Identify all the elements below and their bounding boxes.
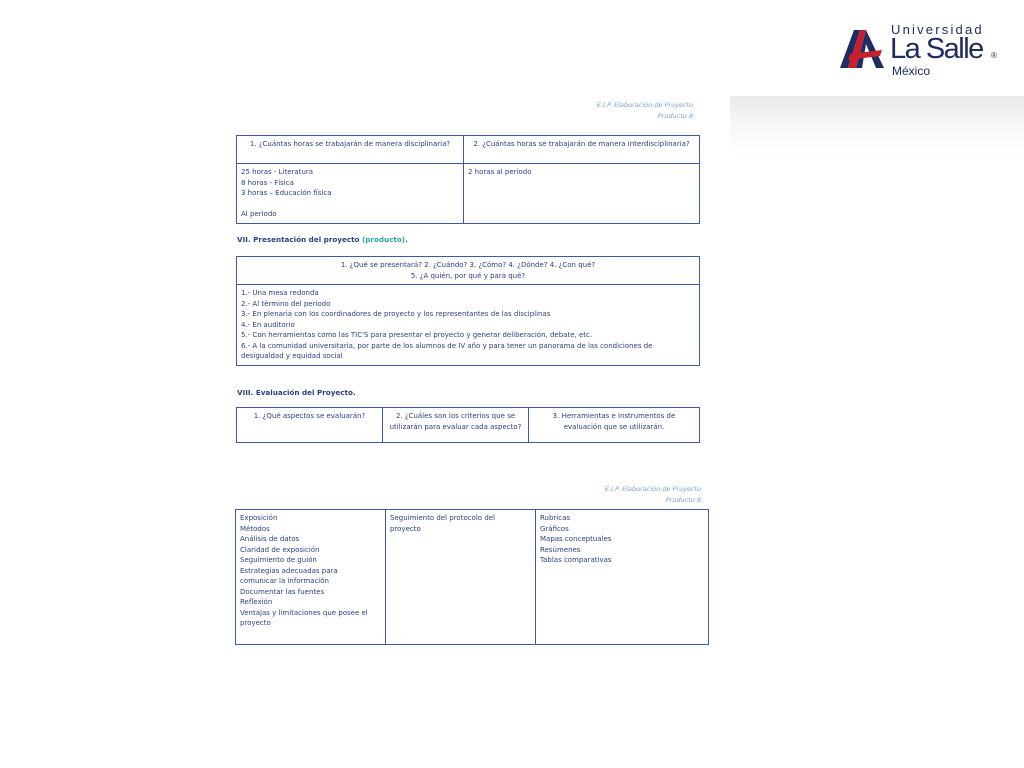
- tool-item: Mapas conceptuales: [540, 535, 612, 543]
- presentation-answer-line: 5.- Con herramientas como las TIC'S para presentar el proyecto y generar deliberación, debate, etc.: [241, 331, 593, 339]
- section-vii-heading: [237, 235, 408, 244]
- hours-answer-line: 3 horas – Educación física: [241, 189, 332, 197]
- presentation-answers: [237, 285, 700, 366]
- aspect-item: comunicar la información: [240, 577, 329, 585]
- section-vii-tail: .: [405, 235, 408, 244]
- presentation-table: [236, 256, 700, 366]
- header-bottom-product: Producto 8: [665, 496, 701, 504]
- hours-answer-line: 8 horas - Física: [241, 178, 294, 187]
- presentation-answer-line: 4.- En auditorio: [241, 320, 295, 329]
- evaluation-table: [236, 407, 700, 443]
- tool-item: Tablas comparativas: [540, 556, 612, 564]
- presentation-question-line: 1. ¿Qué se presentará? 2. ¿Cuándo? 3. ¿Cómo? 4. ¿Dónde? 4. ¿Con qué?: [340, 261, 596, 269]
- hours-answer-line: Al periodo: [241, 209, 277, 218]
- logo-brand-text: La Salle: [890, 33, 983, 65]
- aspect-item: Seguimiento de guión: [240, 556, 317, 564]
- aspect-item: Ventajas y limitaciones que posee el: [240, 608, 368, 617]
- document-header-top: [560, 100, 693, 122]
- tool-item: Gráficos: [540, 524, 569, 533]
- header-top-title: E.I.P. Elaboración de Proyecto: [596, 101, 693, 109]
- tool-item: Resúmenes: [540, 545, 581, 554]
- evaluation-details-table: [235, 509, 709, 645]
- header-shade: [730, 96, 1024, 156]
- tool-item: Rubricas: [540, 514, 571, 522]
- presentation-answer-line: 1.- Una mesa redonda: [241, 289, 319, 297]
- section-viii-heading: VIII. Evaluación del Proyecto.: [237, 388, 356, 397]
- hours-answer-disciplinary: [237, 164, 464, 224]
- header-bottom-title: E.I.P. Elaboración de Proyecto: [604, 485, 701, 493]
- aspect-item: Claridad de exposición: [240, 545, 320, 554]
- evaluation-tools-line: 3. Herramientas e instrumentos de: [552, 412, 676, 420]
- la-salle-emblem-icon: [836, 24, 888, 72]
- la-salle-logo: [836, 20, 1006, 80]
- aspect-item: Documentar las fuentes: [240, 587, 325, 596]
- aspect-item: Estrategias adecuadas para: [240, 566, 338, 575]
- aspect-item: Exposición: [240, 514, 278, 522]
- hours-question-disciplinary: 1. ¿Cuántas horas se trabajarán de manera disciplinaria?: [237, 136, 464, 164]
- hours-table: [236, 135, 700, 224]
- presentation-answer-line: 3.- En plenaria con los coordinadores de proyecto y los representantes de las disciplinas: [241, 310, 551, 318]
- aspect-item: Métodos: [240, 524, 270, 533]
- section-vii-highlight: (producto): [361, 235, 406, 244]
- presentation-answer-line: 6.- A la comunidad universitaria, por parte de los alumnos de IV año y para tener un panorama de las condiciones de: [241, 341, 653, 350]
- presentation-questions: [237, 257, 700, 285]
- hours-answer-line: 25 horas - Literatura: [241, 168, 314, 176]
- presentation-answer-line: 2.- Al término del periodo: [241, 299, 331, 308]
- evaluation-criteria-line: 2. ¿Cuáles son los criterios que se: [395, 412, 516, 420]
- evaluation-tools-line: evaluación que se utilizarán.: [563, 422, 665, 431]
- evaluation-tools-header: [529, 408, 700, 443]
- criteria-item: proyecto: [390, 524, 421, 533]
- hours-answer-interdisciplinary: 2 horas al periodo: [464, 164, 700, 224]
- logo-country-text: México: [892, 64, 931, 78]
- document-header-bottom: [568, 484, 701, 506]
- criteria-item: Seguimiento del protocolo del: [390, 514, 496, 522]
- evaluation-criteria-list: [386, 510, 536, 645]
- presentation-question-line: 5. ¿A quién, por qué y para qué?: [410, 271, 526, 280]
- section-vii-title: VII. Presentación del proyecto: [237, 235, 362, 244]
- hours-question-interdisciplinary: 2. ¿Cuántas horas se trabajarán de manera interdisciplinaria?: [464, 136, 700, 164]
- evaluation-tools-list: [536, 510, 709, 645]
- evaluation-aspects-header: 1. ¿Qué aspectos se evaluarán?: [237, 408, 383, 443]
- evaluation-criteria-line: utilizarán para evaluar cada aspecto?: [389, 422, 522, 431]
- evaluation-criteria-header: [383, 408, 529, 443]
- logo-registered-mark: ®: [991, 51, 997, 60]
- aspect-item: proyecto: [240, 619, 271, 627]
- logo-university-text: Universidad: [891, 22, 984, 37]
- aspect-item: Reflexión: [240, 598, 273, 606]
- presentation-answer-line: desigualdad y equidad social: [241, 352, 343, 360]
- header-top-product: Producto 8: [657, 112, 693, 120]
- aspect-item: Análisis de datos: [240, 535, 300, 543]
- evaluation-aspects-list: [236, 510, 386, 645]
